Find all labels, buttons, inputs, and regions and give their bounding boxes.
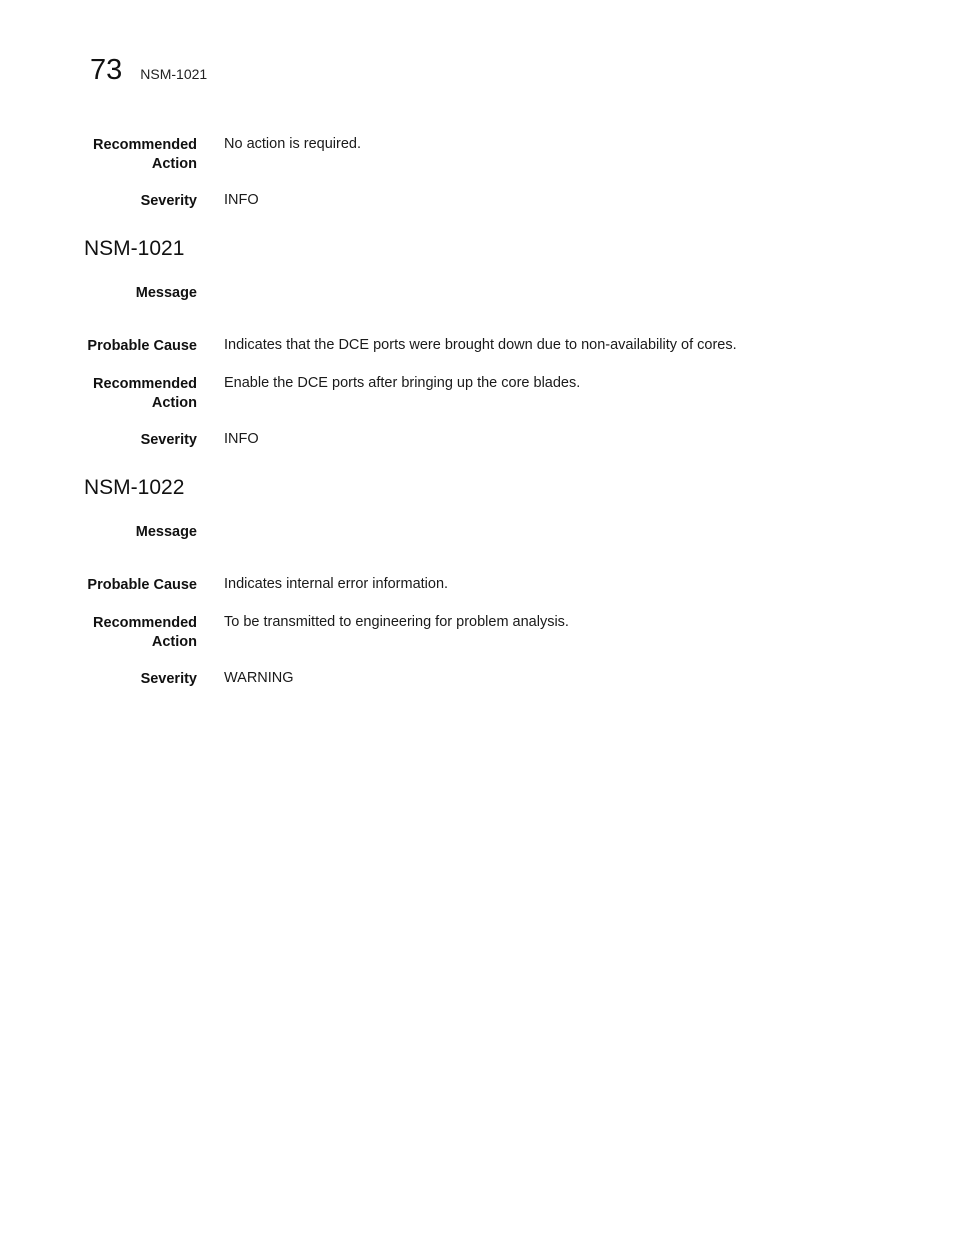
- section-title-nsm-1021: NSM-1021: [84, 237, 185, 260]
- recommended-action-value: To be transmitted to engineering for problem analysis.: [224, 614, 569, 630]
- label-line-1: Recommended: [93, 615, 197, 631]
- probable-cause-label: Probable Cause: [87, 338, 197, 354]
- message-label: Message: [135, 285, 197, 301]
- severity-value: INFO: [224, 431, 259, 447]
- severity-label: Severity: [140, 432, 197, 448]
- running-head: NSM-1021: [140, 66, 208, 82]
- recommended-action-label: [67, 375, 197, 413]
- page-header: [90, 52, 207, 92]
- message-label: Message: [135, 524, 197, 540]
- severity-label: Severity: [140, 193, 197, 209]
- recommended-action-label: [67, 614, 197, 652]
- recommended-action-value: Enable the DCE ports after bringing up the core blades.: [224, 375, 581, 391]
- label-line-1: Recommended: [93, 137, 197, 153]
- label-line-2: Action: [151, 395, 197, 411]
- severity-label: Severity: [140, 671, 197, 687]
- label-line-2: Action: [151, 156, 197, 172]
- probable-cause-label: Probable Cause: [87, 577, 197, 593]
- recommended-action-label: [67, 136, 197, 174]
- recommended-action-value: No action is required.: [224, 136, 362, 152]
- label-line-2: Action: [151, 634, 197, 650]
- section-title-nsm-1022: NSM-1022: [84, 476, 185, 499]
- label-line-1: Recommended: [93, 376, 197, 392]
- probable-cause-value: Indicates internal error information.: [224, 576, 449, 592]
- chapter-number: 73: [90, 54, 123, 86]
- severity-value: WARNING: [224, 670, 294, 686]
- severity-value: INFO: [224, 192, 259, 208]
- probable-cause-value: Indicates that the DCE ports were brought down due to non-availability of cores.: [224, 337, 737, 353]
